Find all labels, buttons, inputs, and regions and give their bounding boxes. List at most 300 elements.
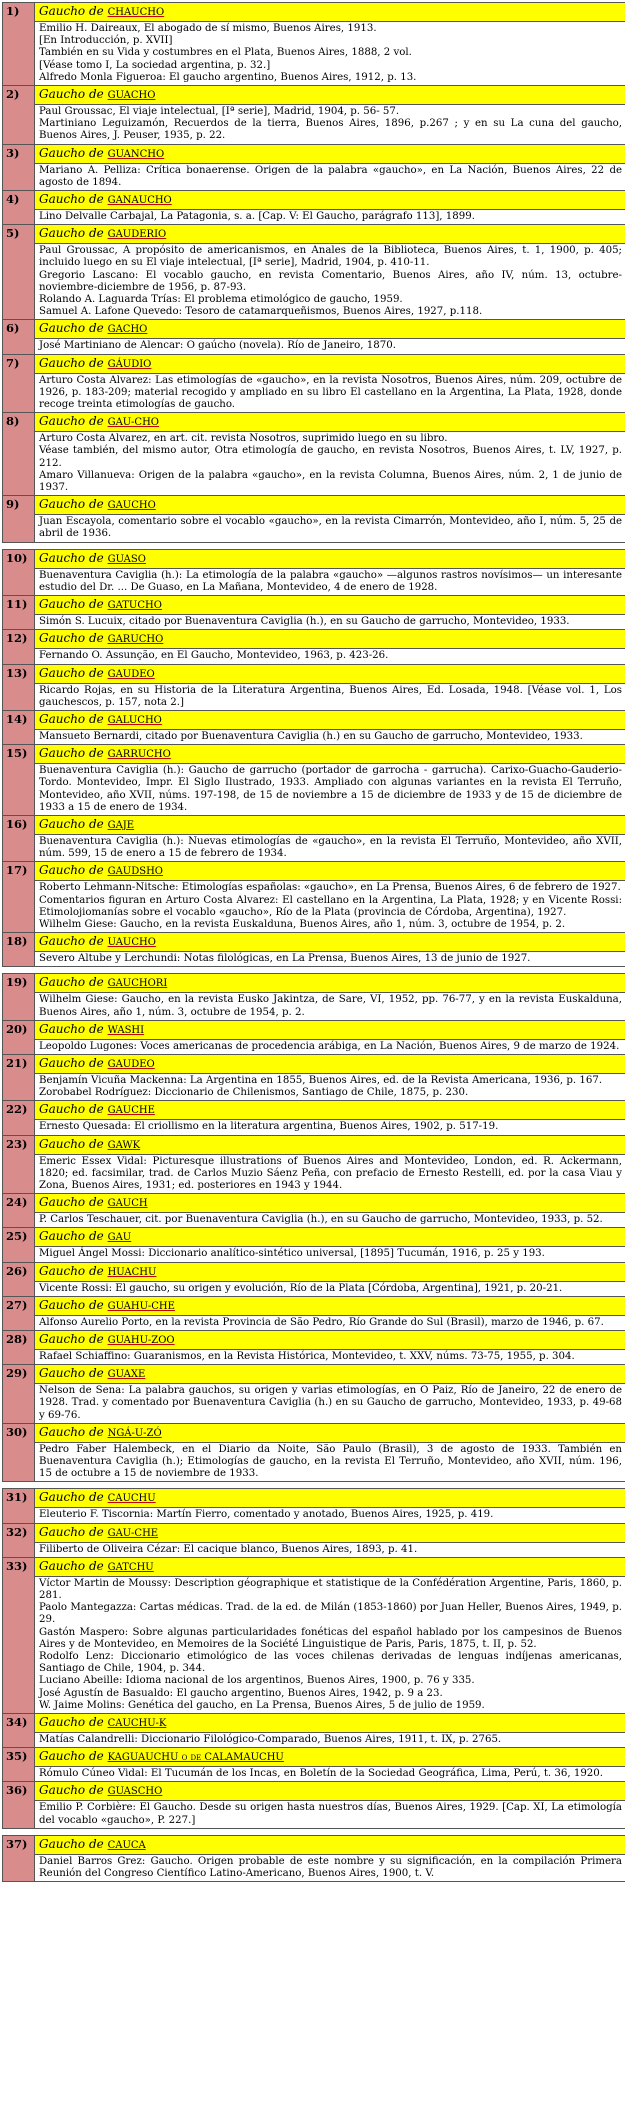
reference-item: Buenaventura Caviglia (h.): Nuevas etimologías de «gaucho», en la revista El Terruño, Montevideo, año XVII, núm. 599, 15 de enero a 15 de febrero de 1934. <box>39 835 622 860</box>
entry-row <box>3 710 625 744</box>
entry-row <box>3 549 625 595</box>
entry-prefix: Gaucho de <box>39 1136 104 1151</box>
entry-number: 7) <box>3 354 35 413</box>
entry-row <box>3 1423 625 1482</box>
entry-row <box>3 1835 625 1881</box>
section-gap <box>3 1828 625 1835</box>
entry-heading <box>35 1714 625 1733</box>
entry-word: GAU-CHE <box>107 1527 159 1539</box>
reference-list <box>35 210 625 224</box>
reference-item: Rómulo Cúneo Vidal: El Tucumán de los Incas, en Boletín de la Sociedad Geográfica, Lima, Perú, t. 36, 1920. <box>39 1768 604 1780</box>
reference-item: Nelson de Sena: La palabra gauchos, su origen y varias etimologías, en O Paiz, Río de Janeiro, 22 de enero de 1928. Trad. y comentado por Buenaventura Caviglia (h.) en su Gaucho de garrucho, Montevideo, 1933, p. 49-68 y 69-76. <box>39 1385 622 1421</box>
entry-body <box>35 1557 625 1713</box>
reference-list <box>35 1120 625 1134</box>
entry-prefix: Gaucho de <box>39 550 104 565</box>
entry-heading <box>35 225 625 244</box>
entry-prefix: Gaucho de <box>39 4 104 18</box>
entry-number: 32) <box>3 1523 35 1557</box>
entry-heading <box>35 665 625 684</box>
entry-prefix: Gaucho de <box>39 1524 104 1539</box>
reference-list <box>35 1577 625 1713</box>
reference-list <box>35 835 625 861</box>
entry-word: GANAUCHO <box>107 195 172 207</box>
entry-word: HUACHU <box>107 1266 157 1278</box>
reference-list <box>35 569 625 595</box>
entry-heading <box>35 1297 625 1316</box>
entry-prefix: Gaucho de <box>39 87 104 102</box>
entry-heading <box>35 550 625 569</box>
section-gap <box>3 1482 625 1489</box>
entry-row <box>3 596 625 630</box>
reference-item: Miguel Ángel Mossi: Diccionario analítico-sintético universal, [1895] Tucumán, 1916, p. 25 y 193. <box>39 1248 545 1260</box>
entry-number: 14) <box>3 710 35 744</box>
entry-prefix: Gaucho de <box>39 497 104 512</box>
entry-row <box>3 3 625 86</box>
entry-heading <box>35 1365 625 1384</box>
reference-item: Juan Escayola, comentario sobre el vocablo «gaucho», en la revista Cimarrón, Montevideo, año I, núm. 5, 25 de abril de 1936. <box>39 516 622 540</box>
reference-item: También en su Vida y costumbres en el Plata, Buenos Aires, 1888, 2 vol. <box>39 47 412 59</box>
entry-body <box>35 664 625 710</box>
entry-number: 10) <box>3 549 35 595</box>
reference-item: [En Introducción, p. XVII] <box>39 35 173 47</box>
entry-word: GUANCHO <box>107 148 165 160</box>
entry-heading <box>35 3 625 22</box>
section-gap <box>3 967 625 974</box>
reference-item: Víctor Martin de Moussy: Description géographique et statistique de la Confédération Argentine, Paris, 1860, p. 281. <box>39 1577 622 1602</box>
entry-body <box>35 144 625 190</box>
entry-number: 2) <box>3 86 35 145</box>
entry-body <box>35 320 625 354</box>
entry-number: 25) <box>3 1228 35 1262</box>
entry-row <box>3 144 625 190</box>
entry-heading <box>35 933 625 952</box>
entry-number: 36) <box>3 1782 35 1828</box>
entry-body <box>35 933 625 967</box>
entry-word: GAUCH <box>107 1198 148 1210</box>
entry-row <box>3 1135 625 1194</box>
entry-row <box>3 630 625 664</box>
entry-row <box>3 1330 625 1364</box>
entry-body <box>35 596 625 630</box>
entry-body <box>35 1020 625 1054</box>
reference-list <box>35 881 625 932</box>
entry-body <box>35 815 625 861</box>
entry-row <box>3 1782 625 1828</box>
entry-row <box>3 191 625 225</box>
reference-item: Filiberto de Oliveira Cézar: El cacique blanco, Buenos Aires, 1893, p. 41. <box>39 1543 418 1555</box>
entry-prefix: Gaucho de <box>39 1366 104 1381</box>
entry-word: CAUCA <box>107 1839 146 1851</box>
entry-number: 1) <box>3 3 35 86</box>
entry-word: GUAHU-ZOO <box>107 1334 175 1346</box>
entry-word: GAWK <box>107 1139 141 1151</box>
entry-prefix: Gaucho de <box>39 1055 104 1070</box>
reference-item: Comentarios figuran en Arturo Costa Alvarez: El castellano en la Argentina, La Plata, 1928; y en Vicente Rossi: Etimolojiomanías sobre el vocablo «gaucho», Río de la Plata (provincia de Córdoba, Argentina), 1927. <box>39 894 622 918</box>
entry-heading <box>35 1194 625 1213</box>
reference-item: Rolando A. Laguarda Trías: El problema etimológico de gaucho, 1959. <box>39 294 403 306</box>
reference-item: [Véase tomo I, La sociedad argentina, p. 32.] <box>39 59 271 71</box>
entry-heading <box>35 711 625 730</box>
entry-word: GATCHU <box>107 1561 154 1573</box>
entry-prefix: Gaucho de <box>39 665 104 680</box>
entry-heading <box>35 355 625 374</box>
entry-number: 24) <box>3 1194 35 1228</box>
reference-item: Ricardo Rojas, en su Historia de la Literatura Argentina, Buenos Aires, Ed. Losada, 1948. [Véase vol. 1, Los gauchescos, p. 157, nota 2.] <box>39 684 622 708</box>
entry-row <box>3 745 625 816</box>
entry-row <box>3 1020 625 1054</box>
entry-heading <box>35 1782 625 1801</box>
entry-body <box>35 1523 625 1557</box>
entry-number: 15) <box>3 745 35 816</box>
entry-number: 3) <box>3 144 35 190</box>
reference-item: Arturo Costa Alvarez, en art. cit. revista Nosotros, suprimido luego en su libro. <box>39 433 448 445</box>
reference-list <box>35 1247 625 1261</box>
entry-row <box>3 1101 625 1135</box>
reference-list <box>35 1282 625 1296</box>
entry-prefix: Gaucho de <box>39 1558 104 1573</box>
entry-body <box>35 1365 625 1424</box>
entry-body <box>35 1054 625 1100</box>
entry-heading <box>35 816 625 835</box>
reference-item: Eleuterio F. Tiscornia: Martín Fierro, comentado y anotado, Buenos Aires, 1925, p. 419. <box>39 1509 494 1521</box>
entry-prefix: Gaucho de <box>39 597 104 612</box>
entry-prefix: Gaucho de <box>39 746 104 761</box>
reference-item: Samuel A. Lafone Quevedo: Tesoro de catamarqueñismos, Buenos Aires, 1927, p.118. <box>39 306 483 318</box>
reference-item: Mariano A. Pelliza: Crítica bonaerense. Origen de la palabra «gaucho», en La Nación, Buenos Aires, 22 de agosto de 1894. <box>39 164 622 188</box>
entry-body <box>35 710 625 744</box>
etymology-table <box>2 2 625 1882</box>
entry-heading <box>35 745 625 764</box>
reference-list <box>35 374 625 413</box>
entry-prefix: Gaucho de <box>39 816 104 831</box>
entry-prefix: Gaucho de <box>39 1749 104 1764</box>
entry-prefix: Gaucho de <box>39 975 104 990</box>
reference-item: Wilhelm Giese: Gaucho, en la revista Euskalduna, Buenos Aires, año 1, núm. 3, octubre de 1954, p. 2. <box>39 918 566 930</box>
entry-number: 11) <box>3 596 35 630</box>
reference-list <box>35 164 625 190</box>
entry-row <box>3 815 625 861</box>
entry-prefix: Gaucho de <box>39 355 104 370</box>
reference-item: Mansueto Bernardi, citado por Buenaventura Caviglia (h.) en su Gaucho de garrucho, Montevideo, 1933. <box>39 730 583 742</box>
entry-row <box>3 86 625 145</box>
entry-heading <box>35 862 625 881</box>
entry-number: 16) <box>3 815 35 861</box>
entry-word: GAUDEO <box>107 1058 155 1070</box>
entry-row <box>3 974 625 1020</box>
entry-body <box>35 1228 625 1262</box>
entry-word: GAUCHORI <box>107 978 168 990</box>
entry-heading <box>35 1228 625 1247</box>
entry-row <box>3 413 625 496</box>
reference-list <box>35 615 625 629</box>
reference-item: Emilio P. Corbière: El Gaucho. Desde su origen hasta nuestros días, Buenos Aires, 1929. [Cap. XI, La etimología del vocablo «gaucho», P. 227.] <box>39 1802 622 1826</box>
entry-word: GAUDSHO <box>107 866 164 878</box>
entry-row <box>3 496 625 542</box>
entry-row <box>3 1557 625 1713</box>
entry-number: 8) <box>3 413 35 496</box>
reference-item: Alfredo Monla Figueroa: El gaucho argentino, Buenos Aires, 1912, p. 13. <box>39 71 417 83</box>
entry-prefix: Gaucho de <box>39 1102 104 1117</box>
entry-number: 13) <box>3 664 35 710</box>
entry-number: 5) <box>3 225 35 320</box>
entry-number: 35) <box>3 1748 35 1782</box>
reference-item: Gregorio Lascano: El vocablo gaucho, en revista Comentario, Buenos Aires, año IV, núm. 13, octubre-noviembre-diciembre de 1956, p. 87-93. <box>39 269 622 293</box>
entry-number: 29) <box>3 1365 35 1424</box>
entry-heading <box>35 1558 625 1577</box>
entry-body <box>35 1262 625 1296</box>
entry-row <box>3 862 625 933</box>
entry-word: GATUCHO <box>107 600 162 612</box>
entry-body <box>35 1748 625 1782</box>
reference-item: Rodolfo Lenz: Diccionario etimológico de las voces chilenas derivadas de lenguas indíjenas americanas, Santiago de Chile, 1904, p. 344. <box>39 1651 622 1675</box>
entry-word: NGÁ-U-ZÓ <box>107 1427 162 1439</box>
entry-body <box>35 862 625 933</box>
entry-row <box>3 225 625 320</box>
reference-item: Fernando O. Assunção, en El Gaucho, Montevideo, 1963, p. 423-26. <box>39 650 389 662</box>
reference-item: Daniel Barros Grez: Gaucho. Origen probable de este nombre y su significación, en la compilación Primera Reunión del Congreso Científico Latino-Americano, Buenos Aires, 1900, t. V. <box>39 1855 622 1880</box>
reference-item: P. Carlos Teschauer, cit. por Buenaventura Caviglia (h.), en su Gaucho de garrucho, Montevideo, 1933, p. 52. <box>39 1214 603 1226</box>
entry-word: CAUCHU <box>107 1493 156 1505</box>
entry-number: 12) <box>3 630 35 664</box>
entry-heading <box>35 496 625 515</box>
entry-prefix: Gaucho de <box>39 1783 104 1798</box>
entry-heading <box>35 145 625 164</box>
reference-item: Luciano Abeille: Idioma nacional de los argentinos, Buenos Aires, 1900, p. 76 y 335. <box>39 1675 475 1687</box>
entry-number: 21) <box>3 1054 35 1100</box>
entry-number: 37) <box>3 1835 35 1881</box>
reference-list <box>35 952 625 966</box>
reference-list <box>35 244 625 319</box>
reference-list <box>35 1074 625 1100</box>
entry-word: GUACHO <box>107 90 156 102</box>
entry-word: WASHI <box>107 1024 145 1036</box>
reference-item: Paul Groussac, A propósito de americanismos, en Anales de la Biblioteca, Buenos Aires, t. 1, 1900, p. 405; incluido luego en su El viaje intelectual, [Iª serie], Madrid, 1904, p. 410-11. <box>39 245 622 269</box>
entry-body <box>35 191 625 225</box>
entry-word: GAUDERIO <box>107 229 167 241</box>
entry-body <box>35 1835 625 1881</box>
reference-item: Alfonso Aurelio Porto, en la revista Provincia de São Pedro, Río Grande do Sul (Brasil), marzo de 1946, p. 67. <box>39 1316 604 1328</box>
reference-list <box>35 1213 625 1227</box>
entry-word: GUAXE <box>107 1369 146 1381</box>
entry-prefix: Gaucho de <box>39 226 104 241</box>
entry-body <box>35 1782 625 1828</box>
entry-word: GAUCHO <box>107 500 156 512</box>
entry-row <box>3 320 625 354</box>
entry-word: GAUDEO <box>107 668 155 680</box>
reference-item: Buenaventura Caviglia (h.): Gaucho de garrucho (portador de garrocha - garrucha). Carixo-Guacho-Gauderio-Tordo. Montevideo, Impr. El Siglo Ilustrado, 1933. Ampliado con algunas variantes en la revista El Terruño, Montevideo, año XVII, núms. 197-198, de 15 de noviembre a 15 de diciembre de 1933 y de 15 de diciembre de 1933 a 15 de enero de 1934. <box>39 765 622 813</box>
reference-item: José Martiniano de Alencar: O gaúcho (novela). Río de Janeiro, 1870. <box>39 340 396 352</box>
entry-number: 31) <box>3 1489 35 1523</box>
entry-heading <box>35 1021 625 1040</box>
entry-heading <box>35 1263 625 1282</box>
reference-list <box>35 1733 625 1747</box>
entry-prefix: Gaucho de <box>39 1021 104 1036</box>
reference-item: Véase también, del mismo autor, Otra etimología de gaucho, en revista Nosotros, Buenos Aires, t. LV, 1927, p. 212. <box>39 445 622 469</box>
reference-list <box>35 993 625 1019</box>
entry-number: 6) <box>3 320 35 354</box>
reference-list <box>35 22 625 85</box>
entry-number: 4) <box>3 191 35 225</box>
entry-row <box>3 1489 625 1523</box>
entry-number: 18) <box>3 933 35 967</box>
entry-body <box>35 1714 625 1748</box>
entry-word: GUASCHO <box>107 1786 163 1798</box>
entry-heading <box>35 413 625 432</box>
reference-list <box>35 649 625 663</box>
entry-number: 22) <box>3 1101 35 1135</box>
entry-body <box>35 354 625 413</box>
entry-word: UAUCHO <box>107 937 156 949</box>
entry-body <box>35 745 625 816</box>
entry-word: GAU-CHO <box>107 417 159 429</box>
reference-item: Vicente Rossi: El gaucho, su origen y evolución, Río de la Plata [Córdoba, Argentina], 1921, p. 20-21. <box>39 1282 563 1294</box>
entry-prefix: Gaucho de <box>39 1331 104 1346</box>
entry-heading <box>35 1136 625 1155</box>
reference-list <box>35 339 625 353</box>
entry-body <box>35 86 625 145</box>
entry-heading <box>35 86 625 105</box>
entry-word: GAJE <box>107 819 135 831</box>
entry-word: GUASO <box>107 553 146 565</box>
entry-body <box>35 496 625 542</box>
entry-heading <box>35 320 625 339</box>
entry-heading <box>35 1101 625 1120</box>
reference-list <box>35 1767 625 1781</box>
entry-prefix: Gaucho de <box>39 1424 104 1439</box>
entry-prefix: Gaucho de <box>39 1836 104 1851</box>
reference-list <box>35 1801 625 1827</box>
entry-body <box>35 1489 625 1523</box>
entry-body <box>35 1423 625 1482</box>
entry-row <box>3 354 625 413</box>
reference-item: Amaro Villanueva: Origen de la palabra «gaucho», en la revista Columna, Buenos Aires, núm. 2, 1 de junio de 1937. <box>39 469 622 494</box>
entry-number: 9) <box>3 496 35 542</box>
reference-list <box>35 1350 625 1364</box>
reference-item: Rafael Schiaffino: Guaranismos, en la Revista Histórica, Montevideo, t. XXV, núms. 73-75, 1955, p. 304. <box>39 1350 575 1362</box>
entry-row <box>3 1228 625 1262</box>
reference-item: W. Jaime Molins: Genética del gaucho, en La Prensa, Buenos Aires, 5 de julio de 1959. <box>39 1699 485 1711</box>
entry-number: 28) <box>3 1330 35 1364</box>
entry-word: GACHO <box>107 324 148 336</box>
entry-word: CAUCHU-K <box>107 1718 167 1730</box>
entry-row <box>3 1054 625 1100</box>
reference-list <box>35 684 625 710</box>
entry-number: 26) <box>3 1262 35 1296</box>
reference-item: Martiniano Leguizamón, Recuerdos de la tierra, Buenos Aires, 1896, p.267 ; y en su La cuna del gaucho, Buenos Aires, J. Peuser, 1935, p. 22. <box>39 118 622 142</box>
entry-prefix: Gaucho de <box>39 1715 104 1730</box>
entry-prefix: Gaucho de <box>39 631 104 646</box>
entry-heading <box>35 1055 625 1074</box>
entry-word: KAGUAUCHU o de CALAMAUCHU <box>107 1752 284 1764</box>
entry-number: 20) <box>3 1020 35 1054</box>
entry-body <box>35 225 625 320</box>
reference-item: Gastón Maspero: Sobre algunas particularidades fonéticas del español hablado por los campesinos de Buenos Aires y de Montevideo, en Memoires de la Société Linguistique de Paris, Paris, 1875, t. II, p. 52. <box>39 1626 622 1650</box>
entry-heading <box>35 191 625 210</box>
reference-list <box>35 1384 625 1423</box>
reference-list <box>35 1508 625 1522</box>
entry-word: GAUCHE <box>107 1105 155 1117</box>
entry-word: GALUCHO <box>107 714 162 726</box>
entry-number: 30) <box>3 1423 35 1482</box>
entry-number: 23) <box>3 1135 35 1194</box>
entry-word: GAU <box>107 1232 132 1244</box>
reference-item: Emilio H. Daireaux, El abogado de sí mismo, Buenos Aires, 1913. <box>39 23 377 34</box>
reference-list <box>35 1855 625 1881</box>
reference-item: Zorobabel Rodríguez: Diccionario de Chilenismos, Santiago de Chile, 1875, p. 230. <box>39 1087 469 1099</box>
entry-word: GUAHU-CHE <box>107 1300 175 1312</box>
reference-item: Simón S. Lucuix, citado por Buenaventura Caviglia (h.), en su Gaucho de garrucho, Montevideo, 1933. <box>39 616 570 628</box>
entry-prefix: Gaucho de <box>39 192 104 207</box>
reference-item: Paolo Mantegazza: Cartas médicas. Trad. de la ed. de Milán (1853-1860) por Juan Heller, Buenos Aires, 1949, p. 29. <box>39 1602 622 1626</box>
reference-list <box>35 730 625 744</box>
entry-heading <box>35 596 625 615</box>
entry-body <box>35 549 625 595</box>
entry-prefix: Gaucho de <box>39 1490 104 1505</box>
reference-list <box>35 1316 625 1330</box>
entry-heading <box>35 630 625 649</box>
reference-item: Lino Delvalle Carbajal, La Patagonia, s. a. [Cap. V: El Gaucho, parágrafo 113], 1899. <box>39 211 475 223</box>
reference-item: Roberto Lehmann-Nitsche: Etimologías españolas: «gaucho», en La Prensa, Buenos Aires, 6 de febrero de 1927. <box>39 882 621 894</box>
entry-prefix: Gaucho de <box>39 1297 104 1312</box>
entry-heading <box>35 1331 625 1350</box>
reference-item: Wilhelm Giese: Gaucho, en la revista Eusko Jakintza, de Sare, VI, 1952, pp. 76-77, y en la revista Euskalduna, Buenos Aires, año 1, núm. 3, octubre de 1954, p. 2. <box>39 994 622 1018</box>
entry-body <box>35 1101 625 1135</box>
reference-item: Ernesto Quesada: El criollismo en la literatura argentina, Buenos Aires, 1902, p. 517-19. <box>39 1121 499 1133</box>
entry-body <box>35 630 625 664</box>
entry-row <box>3 1523 625 1557</box>
entry-prefix: Gaucho de <box>39 711 104 726</box>
reference-item: Paul Groussac, El viaje intelectual, [Iª serie], Madrid, 1904, p. 56- 57. <box>39 106 400 118</box>
entry-body <box>35 1194 625 1228</box>
entry-row <box>3 664 625 710</box>
reference-item: Benjamín Vicuña Mackenna: La Argentina en 1855, Buenos Aires, ed. de la Revista Americana, 1936, p. 167. <box>39 1074 603 1086</box>
reference-list <box>35 764 625 815</box>
entry-body <box>35 1330 625 1364</box>
entry-heading <box>35 1836 625 1855</box>
entry-prefix: Gaucho de <box>39 1195 104 1210</box>
entry-prefix: Gaucho de <box>39 1229 104 1244</box>
entry-prefix: Gaucho de <box>39 414 104 429</box>
reference-item: Matías Calandrelli: Diccionario Filológico-Comparado, Buenos Aires, 1911, t. IX, p. 2765. <box>39 1734 502 1746</box>
entry-heading <box>35 1748 625 1767</box>
reference-list <box>35 432 625 495</box>
entry-body <box>35 413 625 496</box>
reference-list <box>35 1040 625 1054</box>
entry-number: 17) <box>3 862 35 933</box>
entry-number: 34) <box>3 1714 35 1748</box>
entry-row <box>3 1748 625 1782</box>
entry-prefix: Gaucho de <box>39 863 104 878</box>
entry-word: CHAUCHO <box>107 7 165 18</box>
entry-body <box>35 974 625 1020</box>
entry-number: 33) <box>3 1557 35 1713</box>
entry-row <box>3 933 625 967</box>
entry-prefix: Gaucho de <box>39 934 104 949</box>
reference-item: Pedro Faber Halembeck, en el Diario da Noite, São Paulo (Brasil), 3 de agosto de 1933. También en Buenaventura Caviglia (h.); Etimologías de gaucho, en la revista El Terruño, Montevideo, año XVII, núm. 196, 15 de octubre a 15 de noviembre de 1933. <box>39 1443 622 1480</box>
entry-word: GARUCHO <box>107 634 164 646</box>
entry-prefix: Gaucho de <box>39 321 104 336</box>
entry-body <box>35 1296 625 1330</box>
entry-heading <box>35 1524 625 1543</box>
entry-row <box>3 1194 625 1228</box>
reference-item: Severo Altube y Lerchundi: Notas filológicas, en La Prensa, Buenos Aires, 13 de junio de 1927. <box>39 953 531 965</box>
reference-list <box>35 1543 625 1557</box>
reference-item: Emeric Essex Vidal: Picturesque illustrations of Buenos Aires and Montevideo, London, ed. R. Ackermann, 1820; ed. facsimilar, trad. de Carlos Muzio Sáenz Peña, con prefacio de Ernesto Restelli, ed. por la casa Viau y Zona, Buenos Aires, 1931; ed. posteriores en 1943 y 1944. <box>39 1155 622 1191</box>
reference-list <box>35 515 625 541</box>
entry-row <box>3 1714 625 1748</box>
entry-body <box>35 1135 625 1194</box>
entry-row <box>3 1296 625 1330</box>
